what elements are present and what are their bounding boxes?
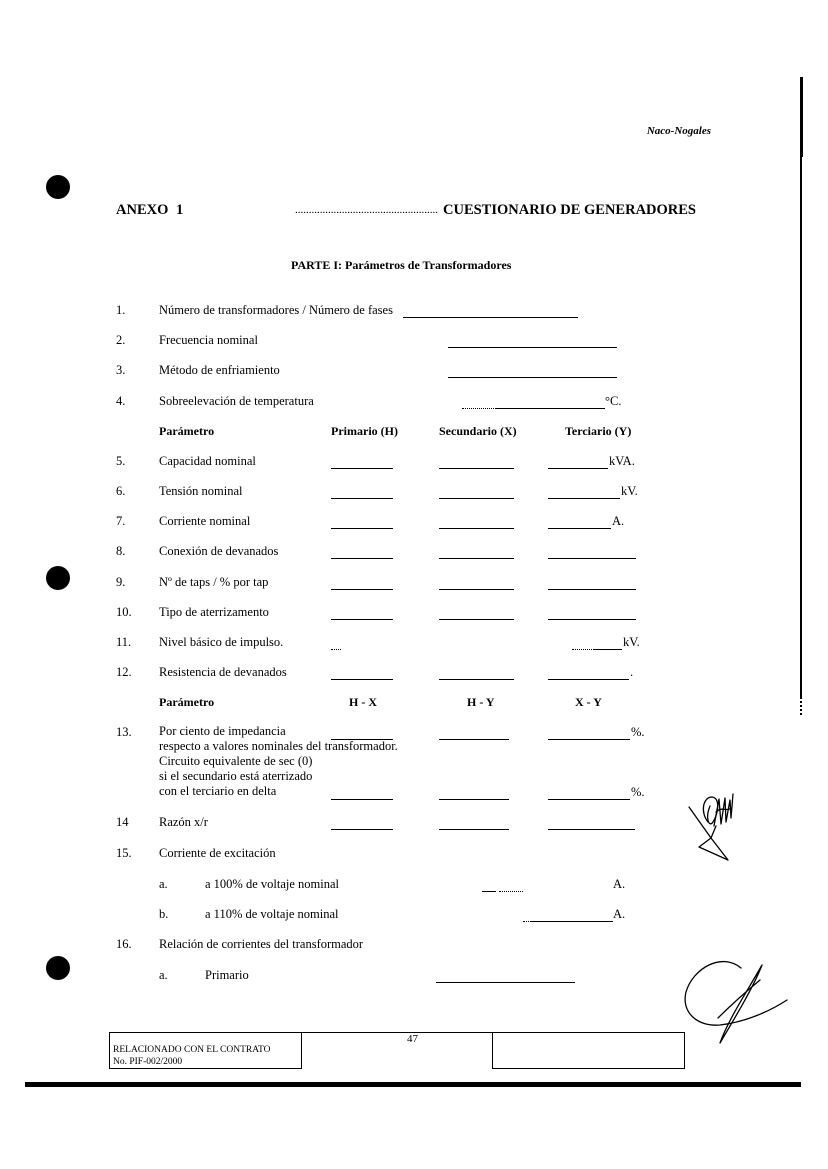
column-header-h-y: H - Y — [467, 695, 495, 709]
item-label: Capacidad nominal — [159, 454, 256, 468]
item-label: Método de enfriamiento — [159, 363, 280, 377]
unit-label: kVA. — [609, 454, 635, 468]
column-header-tertiary: Terciario (Y) — [565, 424, 632, 438]
item-label: Resistencia de devanados — [159, 665, 287, 679]
item-number: 2. — [116, 333, 126, 347]
item-label-line: respecto a valores nominales del transformador. — [159, 739, 398, 753]
leader-dots: .................................................... — [295, 204, 438, 216]
item-label: Razón x/r — [159, 815, 208, 829]
column-header-h-x: H - X — [349, 695, 377, 709]
column-header-x-y: X - Y — [575, 695, 602, 709]
contract-line-2: No. PIF-002/2000 — [113, 1057, 183, 1067]
item-number: 3. — [116, 363, 126, 377]
unit-label: kV. — [623, 635, 640, 649]
signature-initials-stroke — [711, 826, 716, 838]
sub-item-label: Primario — [205, 968, 249, 982]
item-label: Nº de taps / % por tap — [159, 575, 269, 589]
item-label: Conexión de devanados — [159, 544, 279, 558]
item-label-line: Por ciento de impedancia — [159, 724, 286, 738]
column-header-parameter: Parámetro — [159, 695, 215, 709]
unit-label: kV. — [621, 484, 638, 498]
unit-label: A. — [612, 514, 625, 528]
item-number: 14 — [116, 815, 129, 829]
item-number: 10. — [116, 605, 132, 619]
unit-label: A. — [613, 877, 626, 891]
item-label: Corriente nominal — [159, 514, 251, 528]
unit-label: %. — [631, 725, 645, 739]
item-label-line: Circuito equivalente de sec (0) — [159, 754, 313, 768]
item-number: 11. — [116, 635, 132, 649]
item-label: Tipo de aterrizamento — [159, 605, 269, 619]
column-header-secondary: Secundario (X) — [439, 424, 517, 438]
item-label-line: si el secundario está aterrizado — [159, 769, 313, 783]
sub-item-letter: a. — [159, 877, 168, 891]
signature-initials — [689, 794, 733, 860]
location-label: Naco-Nogales — [646, 125, 711, 137]
item-number: 9. — [116, 575, 126, 589]
contract-line-1: RELACIONADO CON EL CONTRATO — [113, 1045, 271, 1055]
item-label: Tensión nominal — [159, 484, 243, 498]
column-header-parameter: Parámetro — [159, 424, 215, 438]
item-label: Relación de corrientes del transformador — [159, 937, 364, 951]
sub-item-label: a 110% de voltaje nominal — [205, 907, 339, 921]
sub-item-letter: b. — [159, 907, 169, 921]
item-number: 12. — [116, 665, 132, 679]
item-number: 1. — [116, 303, 126, 317]
item-number: 5. — [116, 454, 126, 468]
item-label: Frecuencia nominal — [159, 333, 258, 347]
item-label: Nivel básico de impulso. — [159, 635, 284, 649]
signature-initials-stroke — [714, 794, 733, 826]
item-label: Sobreelevación de temperatura — [159, 394, 314, 408]
item-number: 16. — [116, 937, 132, 951]
item-number: 7. — [116, 514, 126, 528]
unit-label: . — [630, 665, 634, 679]
part-heading: PARTE I: Parámetros de Transformadores — [291, 258, 512, 272]
signature-stroke — [718, 980, 760, 1018]
item-number: 13. — [116, 725, 132, 739]
sub-item-label: a 100% de voltaje nominal — [205, 877, 339, 891]
item-number: 15. — [116, 846, 132, 860]
item-number: 6. — [116, 484, 126, 498]
unit-label: %. — [631, 785, 645, 799]
column-header-primary: Primario (H) — [331, 424, 398, 438]
unit-label: °C. — [605, 394, 622, 408]
item-label: Corriente de excitación — [159, 846, 276, 860]
item-label-line: con el terciario en delta — [159, 784, 277, 798]
annex-label: ANEXO 1 — [116, 202, 184, 218]
document-title: CUESTIONARIO DE GENERADORES — [443, 202, 696, 218]
sub-item-letter: a. — [159, 968, 168, 982]
item-number: 8. — [116, 544, 126, 558]
signature-stroke — [720, 965, 762, 1043]
signature — [685, 962, 787, 1043]
item-label: Número de transformadores / Número de fases — [159, 303, 393, 317]
page-number: 47 — [407, 1033, 418, 1045]
unit-label: A. — [613, 907, 626, 921]
item-number: 4. — [116, 394, 126, 408]
